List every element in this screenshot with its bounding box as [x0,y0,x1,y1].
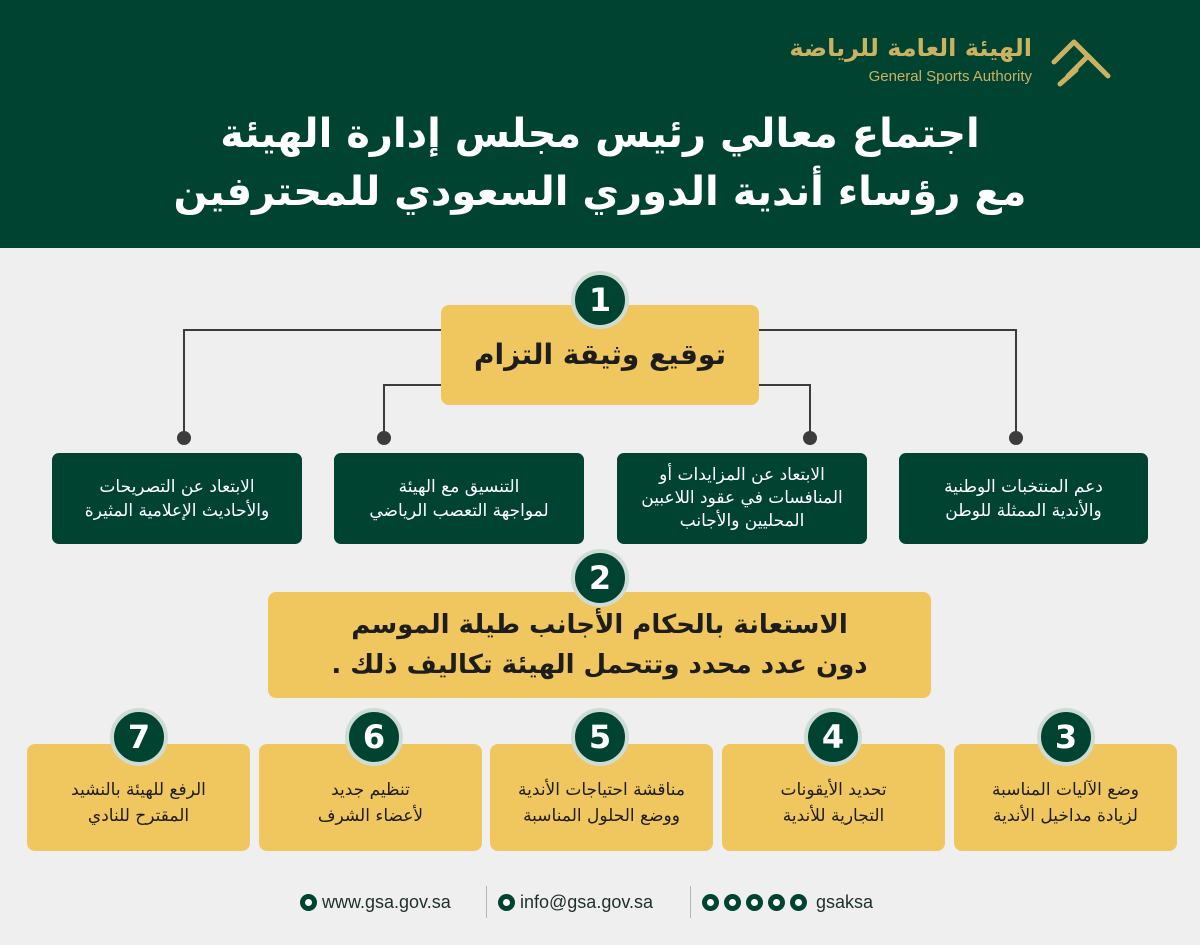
logo-arabic-text: الهيئة العامة للرياضة [789,34,1032,62]
commitment-item-media-statements [52,453,302,544]
item-line: لمواجهة التعصب الرياضي [369,500,549,521]
footer-website[interactable] [300,888,451,916]
step-number-2: 2 [571,549,629,607]
item-line: والأحاديث الإعلامية المثيرة [84,500,270,521]
commitment-item-player-contracts [617,453,867,544]
item-line: التجارية للأندية [782,805,885,826]
footer-social[interactable] [702,888,873,916]
step-number-5: 5 [571,708,629,766]
connector-dot [803,431,817,445]
step-number-7: 7 [110,708,168,766]
item-line: وضع الآليات المناسبة [992,779,1139,800]
globe-icon [300,894,317,911]
commitment-item-fanaticism [334,453,584,544]
foreign-referees-box [268,592,931,698]
social-handle[interactable]: gsaksa [816,891,874,912]
item-line: المقترح للنادي [87,805,190,826]
step-number-6: 6 [345,708,403,766]
page-title-line-2: مع رؤساء أندية الدوري السعودي للمحترفين [173,169,1027,215]
item-line: مناقشة احتياجات الأندية [518,779,685,800]
connector-dot [1009,431,1023,445]
connector-right-inner [759,385,810,437]
footer-email[interactable] [498,888,653,916]
referees-line-2: دون عدد محدد وتتحمل الهيئة تكاليف ذلك . [331,650,868,680]
connector-left-inner [384,385,441,437]
item-line: والأندية الممثلة للوطن [945,500,1102,521]
footer-divider [690,886,691,918]
item-line: ووضع الحلول المناسبة [523,805,680,826]
item-line: الرفع للهيئة بالنشيد [71,779,206,800]
step-number-4: 4 [804,708,862,766]
referees-line-1: الاستعانة بالحكام الأجانب طيلة الموسم [351,610,848,640]
instagram-icon[interactable] [724,894,741,911]
item-line: الابتعاد عن المزايدات أو [659,465,825,485]
item-line: لأعضاء الشرف [317,805,424,826]
step-number-3: 3 [1037,708,1095,766]
connector-right-outer [759,330,1016,437]
facebook-icon[interactable] [746,894,763,911]
item-line: الابتعاد عن التصريحات [99,476,255,497]
website-link[interactable]: www.gsa.gov.sa [322,891,451,912]
logo-english-text: General Sports Authority [868,68,1032,85]
page-title-line-1: اجتماع معالي رئيس مجلس إدارة الهيئة [220,111,980,157]
snapchat-icon[interactable] [768,894,785,911]
twitter-icon[interactable] [702,894,719,911]
footer-contact-bar [0,880,1200,924]
footer-divider [486,886,487,918]
item-line: المحليين والأجانب [679,511,805,531]
item-line: المنافسات في عقود اللاعبين [641,488,843,508]
commitment-item-national-teams [899,453,1148,544]
email-icon [498,894,515,911]
item-line: تحديد الأيقونات [780,779,887,800]
youtube-icon[interactable] [790,894,807,911]
item-line: دعم المنتخبات الوطنية [944,476,1103,497]
item-line: تنظيم جديد [331,779,410,800]
commitment-box: توقيع وثيقة التزام [441,305,759,405]
item-line: لزيادة مداخيل الأندية [993,805,1138,826]
connector-dot [177,431,191,445]
item-line: التنسيق مع الهيئة [398,476,520,497]
email-link[interactable]: info@gsa.gov.sa [520,891,654,912]
connector-left-outer [184,330,441,437]
step-number-1: 1 [571,271,629,329]
connector-dot [377,431,391,445]
